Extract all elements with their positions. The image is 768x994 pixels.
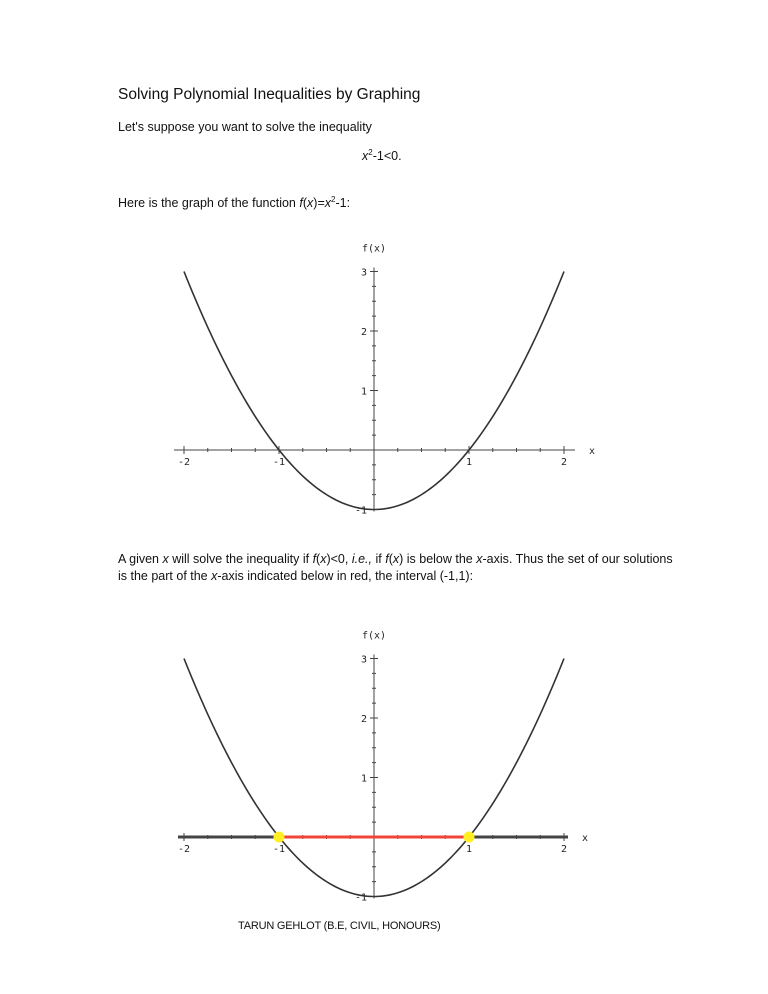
para-p5: if — [372, 552, 386, 566]
fn-f: f — [299, 196, 303, 210]
para-p8: -axis. Thus the set of our solutions is the part of the — [118, 552, 673, 583]
para-ie: i.e., — [351, 552, 372, 566]
fn-prefix: Here is the graph of the function — [118, 196, 300, 210]
x-tick-label: -2 — [177, 844, 191, 855]
y-axis-label: f(x) — [361, 630, 387, 642]
x-tick-label: 2 — [560, 844, 568, 855]
x-tick-label: 1 — [465, 457, 473, 468]
para-p1: A given — [118, 552, 163, 566]
fn-exp: 2 — [331, 195, 336, 204]
para-p3: ( — [316, 552, 321, 566]
y-tick-label: 1 — [360, 386, 367, 398]
intro-text: Let's suppose you want to solve the inequality — [118, 120, 372, 134]
y-axis-label: f(x) — [361, 243, 387, 255]
fn-suffix: -1: — [335, 196, 351, 210]
para-x4: x — [476, 552, 483, 566]
y-tick-label: 2 — [360, 327, 367, 338]
para-f2: f — [385, 552, 389, 566]
y-tick-label: 1 — [360, 773, 367, 785]
x-axis-label: x — [589, 446, 596, 457]
endpoint-marker — [274, 832, 285, 843]
x-axis-label: x — [582, 833, 589, 844]
fn-close: )= — [313, 196, 325, 210]
y-tick-label: 2 — [360, 714, 367, 725]
x-tick-label: -1 — [272, 844, 286, 855]
y-tick-label: 3 — [360, 267, 367, 279]
ineq-exp: 2 — [368, 148, 373, 157]
para-p6: ( — [388, 552, 393, 566]
para-p2: will solve the inequality if — [168, 552, 313, 566]
x-tick-label: 2 — [560, 457, 568, 468]
para-x3: x — [392, 552, 400, 566]
x-tick-label: 1 — [465, 844, 473, 855]
para-x1: x — [162, 552, 169, 566]
ineq-base: x — [362, 149, 369, 163]
para-x5: x — [211, 569, 218, 583]
fn-open: ( — [302, 196, 308, 210]
para-x2: x — [320, 552, 327, 566]
y-tick-label: -1 — [354, 505, 367, 517]
para-p4: )<0, — [326, 552, 352, 566]
y-tick-label: 3 — [360, 654, 367, 666]
x-tick-label: -1 — [272, 457, 286, 468]
page-title: Solving Polynomial Inequalities by Graphing — [118, 86, 421, 103]
y-tick-label: -1 — [354, 892, 367, 904]
para-f1: f — [312, 552, 317, 566]
fn-x1: x — [307, 196, 314, 210]
fn-x2: x — [324, 196, 331, 210]
x-tick-label: -2 — [177, 457, 191, 468]
para-p7: ) is below the — [399, 552, 477, 566]
ineq-rest: -1<0. — [372, 149, 402, 163]
endpoint-marker — [464, 832, 475, 843]
para-p9: -axis indicated below in red, the interval (-1,1): — [217, 569, 474, 583]
footer-credit: TARUN GEHLOT (B.E, CIVIL, HONOURS) — [238, 920, 441, 932]
